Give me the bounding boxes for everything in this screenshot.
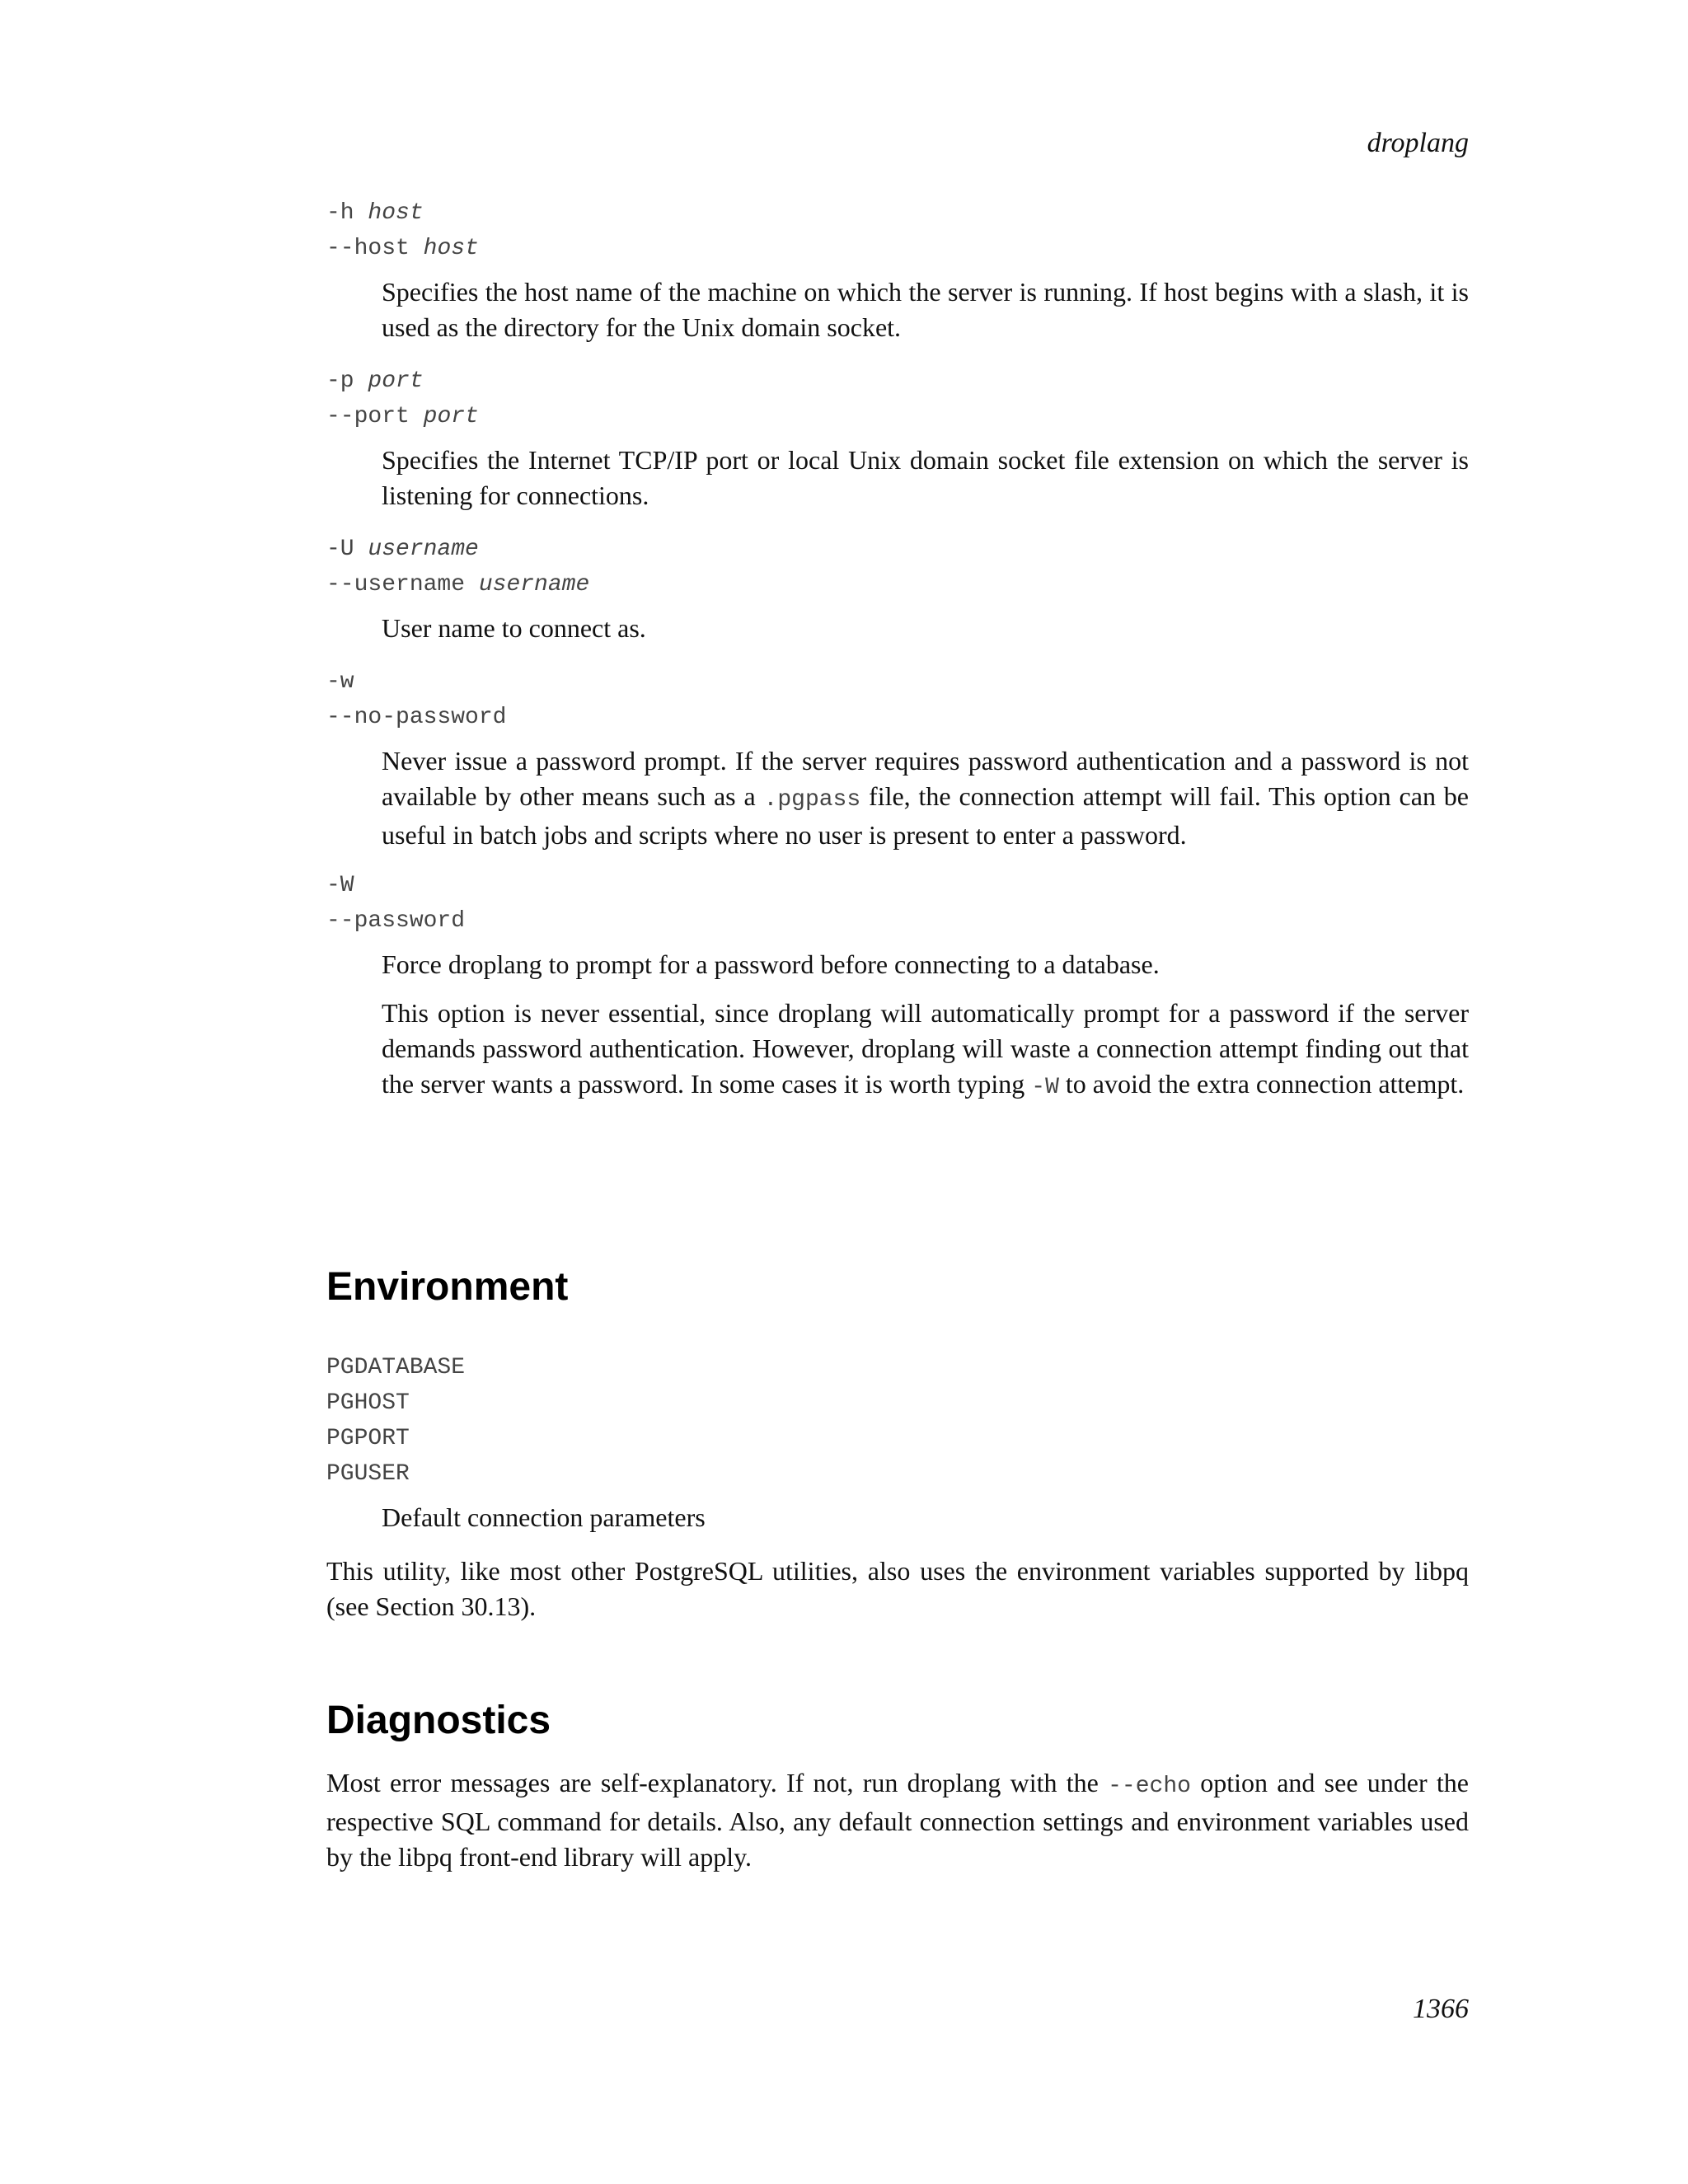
option-no-password [326,664,1469,853]
environment-heading: Environment [326,1265,569,1309]
inline-code: .pgpass [763,787,861,813]
document-page [326,0,1469,2184]
env-var: PGPORT [326,1426,410,1451]
option-term-short: -W [326,873,354,898]
page-number: 1366 [1413,1994,1469,2024]
option-term-long: --host host [326,236,479,261]
diagnostics-heading: Diagnostics [326,1699,551,1742]
option-port [326,363,1469,513]
inline-code: -W [1031,1075,1059,1100]
option-term-long: --username username [326,572,590,598]
env-var: PGUSER [326,1461,410,1487]
option-term-short: -p port [326,368,424,394]
option-host [326,195,1469,345]
option-description: User name to connect as. [382,613,646,643]
environment-vars [326,1350,1469,1535]
option-description-detail: This option is never essential, since droplang will automatically prompt for a password if the server demands password authentication. However, droplang will waste a connection attempt finding out that the server wants a password. In some cases it is worth typing -W to avoid the extra connection attempt. [382,998,1469,1100]
diagnostics-paragraph: Most error messages are self-explanatory. If not, run droplang with the --echo option and see under the respective SQL command for details. Also, any default connection settings and environment variables used by the libpq front-end library will apply. [326,1768,1470,1872]
option-description: Specifies the host name of the machine on which the server is running. If host begins with a slash, it is used as the directory for the Unix domain socket. [382,277,1469,342]
option-term-long: --password [326,908,466,934]
option-password [326,868,1469,1105]
environment-paragraph: This utility, like most other PostgreSQL utilities, also uses the environment variables supported by libpq (see Section 30.13). [326,1556,1469,1621]
option-term-short: -w [326,669,354,695]
env-vars-description: Default connection parameters [382,1502,706,1532]
running-header: droplang [1367,128,1469,158]
option-term-long: --port port [326,404,479,429]
option-description: Force droplang to prompt for a password before connecting to a database. [382,949,1160,979]
env-var: PGHOST [326,1390,410,1416]
option-term-long: --no-password [326,705,507,730]
env-var: PGDATABASE [326,1355,466,1380]
option-username [326,532,1469,646]
option-term-short: -U username [326,537,479,562]
option-term-short: -h host [326,200,424,226]
option-description: Specifies the Internet TCP/IP port or local Unix domain socket file extension on which the server is listening for connections. [382,445,1469,510]
inline-code: --echo [1108,1774,1191,1799]
option-description: Never issue a password prompt. If the server requires password authentication and a password is not available by other means such as a .pgpass file, the connection attempt will fail. This option can be useful in batch jobs and scripts where no user is present to enter a password. [382,746,1470,850]
